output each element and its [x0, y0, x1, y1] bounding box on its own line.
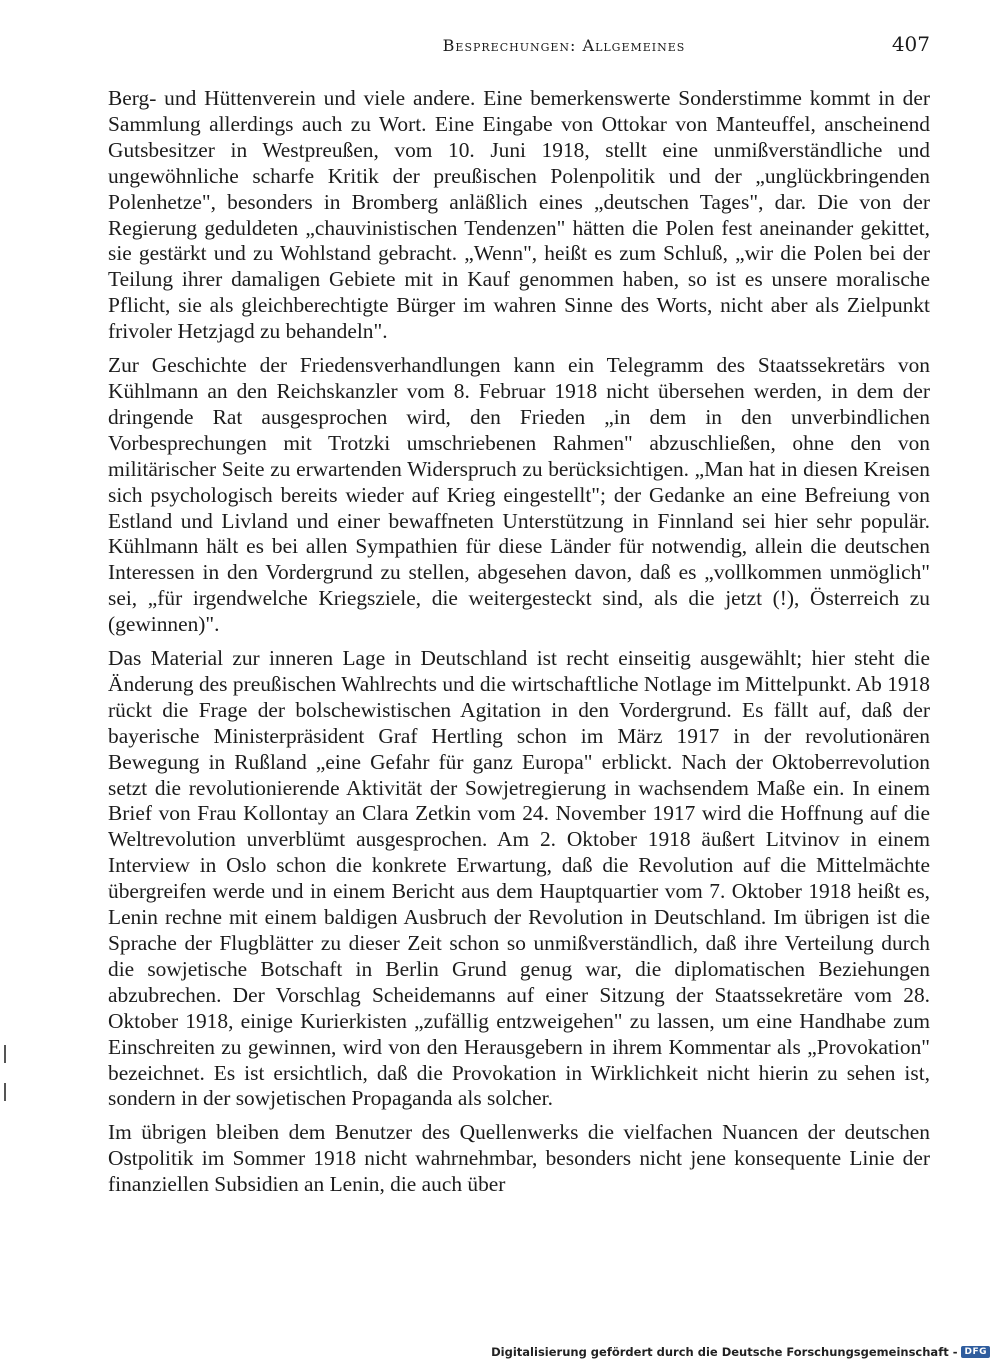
margin-mark-1: [4, 1045, 6, 1063]
dfg-logo-icon: DFG: [961, 1346, 990, 1358]
paragraph-3: Das Material zur inneren Lage in Deutschland ist recht einseitig ausgewählt; hier steht die Änderung des preußischen Wahlrechts und die wirtschaftliche Notlage im Mittelpunkt. Ab 1918 rückt die Frage der bolschewistischen Agitation in den Vordergrund. Es fällt auf, daß der bayerische Ministerpräsident Graf Hertling schon im März 1917 in der revolutionären Bewegung in Rußland „eine Gefahr für ganz Europa" erblickt. Nach der Oktoberrevolution setzt die revolutionierende Aktivität der Sowjetregierung in wachsendem Maße ein. In einem Brief von Frau Kollontay an Clara Zetkin vom 24. November 1917 wird die Hoffnung auf die Weltrevolution unverblümt ausgesprochen. Am 2. Oktober 1918 äußert Litvinov in einem Interview in Oslo schon die konkrete Erwartung, daß die Revolution auf die Mittelmächte übergreifen werde und in einem Bericht aus dem Hauptquartier vom 7. Oktober 1918 heißt es, Lenin rechne mit einem baldigen Ausbruch der Revolution in Deutschland. Im übrigen ist die Sprache der Flugblätter zu dieser Zeit schon so unmißverständlich, daß ihre Verteilung durch die sowjetische Botschaft in Berlin Grund genug war, die diplomatischen Beziehungen abzubrechen. Der Vorschlag Scheidemanns auf einer Sitzung der Staatssekretäre vom 28. Oktober 1918, einige Kurierkisten „zufällig entzweigehen" zu lassen, um eine Handhabe zum Einschreiten zu gewinnen, wird von den Herausgebern in ihrem Kommentar als „Provokation" bezeichnet. Es ist ersichtlich, daß die Provokation in Wirklichkeit nicht hierin zu sehen ist, sondern in der sowjetischen Propaganda als solcher.: [108, 646, 930, 1111]
body-text: [108, 86, 930, 1198]
paragraph-4: Im übrigen bleiben dem Benutzer des Quellenwerks die vielfachen Nuancen der deutschen Ostpolitik im Sommer 1918 nicht wahrnehmbar, besonders nicht jene konsequente Linie der finanziellen Subsidien an Lenin, die auch über: [108, 1120, 930, 1197]
margin-mark-2: [4, 1083, 6, 1101]
page-header: [108, 32, 930, 60]
paragraph-1: Berg- und Hüttenverein und viele andere. Eine bemerkenswerte Sonderstimme kommt in der Sammlung allerdings auch zu Wort. Eine Eingabe von Ottokar von Manteuffel, anscheinend Gutsbesitzer in Westpreußen, vom 10. Juni 1918, stellt eine unmißverständliche und ungewöhnliche scharfe Kritik der preußischen Polenpolitik und der „unglückbringenden Polenhetze", besonders in Bromberg anläßlich eines „deutschen Tages", dar. Die von der Regierung geduldeten „chauvinistischen Tendenzen" hätten die Polen fest aneinander gekittet, sie gestärkt und zu Wohlstand gebracht. „Wenn", heißt es zum Schluß, „wir die Polen bei der Teilung ihrer damaligen Gebiete mit in Kauf genommen haben, so ist es unsere moralische Pflicht, sie als gleichberechtigte Bürger im wahren Sinne des Worts, nicht aber als Zielpunkt frivoler Hetzjagd zu behandeln".: [108, 86, 930, 344]
running-head: Besprechungen: Allgemeines: [442, 36, 686, 55]
page-number: 407: [891, 32, 930, 56]
footer-text: Digitalisierung gefördert durch die Deutsche Forschungsgemeinschaft -: [491, 1345, 958, 1359]
paragraph-2: Zur Geschichte der Friedensverhandlungen kann ein Telegramm des Staatssekretärs von Kühlmann an den Reichskanzler vom 8. Februar 1918 nicht übersehen werden, in dem der dringende Rat ausgesprochen wird, den Frieden „in dem in den unverbindlichen Vorbesprechungen mit Trotzki umschriebenen Rahmen" abzuschließen, ohne den von militärischer Seite zu erwartenden Widerspruch zu berücksichtigen. „Man hat in diesen Kreisen sich psychologisch bereits wieder auf Krieg eingestellt"; der Gedanke an eine Befreiung von Estland und Livland und einer bewaffneten Unterstützung in Finnland sei hier sehr populär. Kühlmann hält es bei allen Sympathien für diese Länder für notwendig, allein die deutschen Interessen in den Vordergrund zu stellen, abgesehen davon, daß es „vollkommen unmöglich" sei, „für irgendwelche Kriegsziele, die weitergesteckt sind, als die jetzt (!), Österreich zu (gewinnen)".: [108, 353, 930, 637]
digitization-footer: [491, 1345, 990, 1359]
